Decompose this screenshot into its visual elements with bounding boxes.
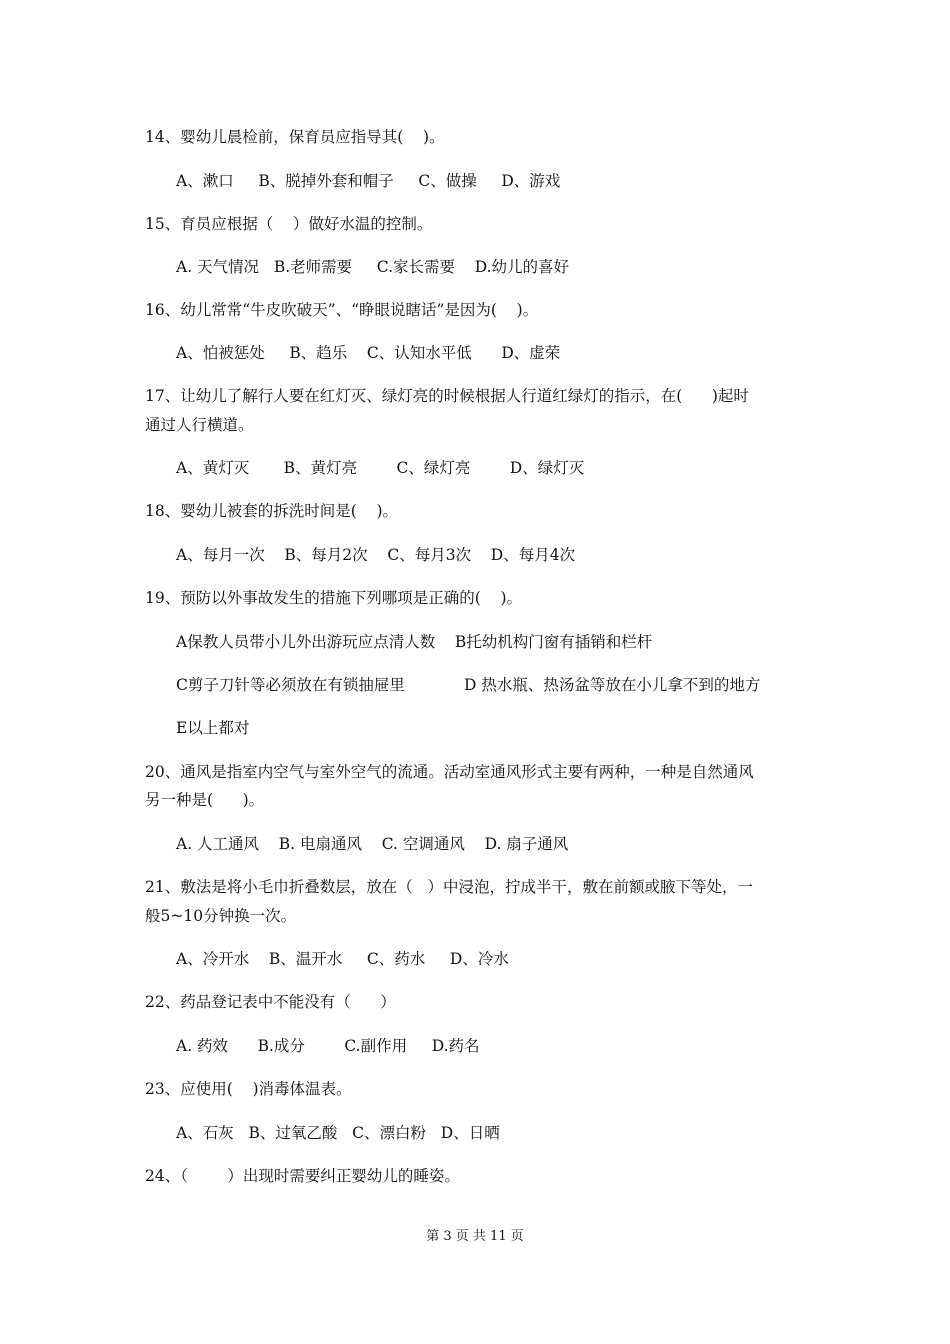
- question-20-stem-line2: 另一种是( )。: [145, 791, 265, 809]
- question-24-stem: 24、（ ）出现时需要纠正婴幼儿的睡姿。: [145, 1167, 460, 1185]
- question-21-options: A、冷开水 B、温开水 C、药水 D、冷水: [176, 950, 509, 968]
- question-17-stem-line2: 通过人行横道。: [145, 416, 254, 434]
- question-18-stem: 18、婴幼儿被套的拆洗时间是( )。: [145, 502, 399, 520]
- question-19-options-ab: A保教人员带小儿外出游玩应点清人数 B托幼机构门窗有插销和栏杆: [176, 633, 653, 651]
- question-21-stem-line2: 般5~10分钟换一次。: [145, 907, 297, 925]
- question-14-stem: 14、婴幼儿晨检前，保育员应指导其( )。: [145, 128, 445, 146]
- question-16-stem: 16、幼儿常常“牛皮吹破天”、“睁眼说瞎话”是因为( )。: [145, 301, 539, 319]
- question-15-stem: 15、育员应根据（ ）做好水温的控制。: [145, 215, 433, 233]
- question-22-stem: 22、药品登记表中不能没有（ ）: [145, 993, 396, 1011]
- question-23-options: A、石灰 B、过氧乙酸 C、漂白粉 D、日晒: [176, 1124, 500, 1142]
- question-20-stem-line1: 20、通风是指室内空气与室外空气的流通。活动室通风形式主要有两种，一种是自然通风: [145, 763, 754, 781]
- question-15-options: A. 天气情况 B.老师需要 C.家长需要 D.幼儿的喜好: [176, 258, 570, 276]
- question-22-options: A. 药效 B.成分 C.副作用 D.药名: [176, 1037, 480, 1055]
- question-23-stem: 23、应使用( )消毒体温表。: [145, 1080, 352, 1098]
- question-19-options-cd: C剪子刀针等必须放在有锁抽屉里 D 热水瓶、热汤盆等放在小儿拿不到的地方: [176, 676, 761, 694]
- question-17-stem-line1: 17、让幼儿了解行人要在红灯灭、绿灯亮的时候根据人行道红绿灯的指示，在( )起时: [145, 387, 749, 405]
- question-19-stem: 19、预防以外事故发生的措施下列哪项是正确的( )。: [145, 589, 523, 607]
- question-17-options: A、黄灯灭 B、黄灯亮 C、绿灯亮 D、绿灯灭: [176, 459, 585, 477]
- question-21-stem-line1: 21、敷法是将小毛巾折叠数层，放在（ ）中浸泡，拧成半干，敷在前额或腋下等处，一: [145, 878, 754, 896]
- question-16-options: A、怕被惩处 B、趋乐 C、认知水平低 D、虚荣: [176, 344, 561, 362]
- question-19-option-e: E以上都对: [176, 719, 250, 737]
- page-number-footer: 第 3 页 共 11 页: [426, 1229, 524, 1244]
- question-20-options: A. 人工通风 B. 电扇通风 C. 空调通风 D. 扇子通风: [176, 835, 569, 853]
- question-18-options: A、每月一次 B、每月2次 C、每月3次 D、每月4次: [176, 546, 576, 564]
- question-14-options: A、漱口 B、脱掉外套和帽子 C、做操 D、游戏: [176, 172, 561, 190]
